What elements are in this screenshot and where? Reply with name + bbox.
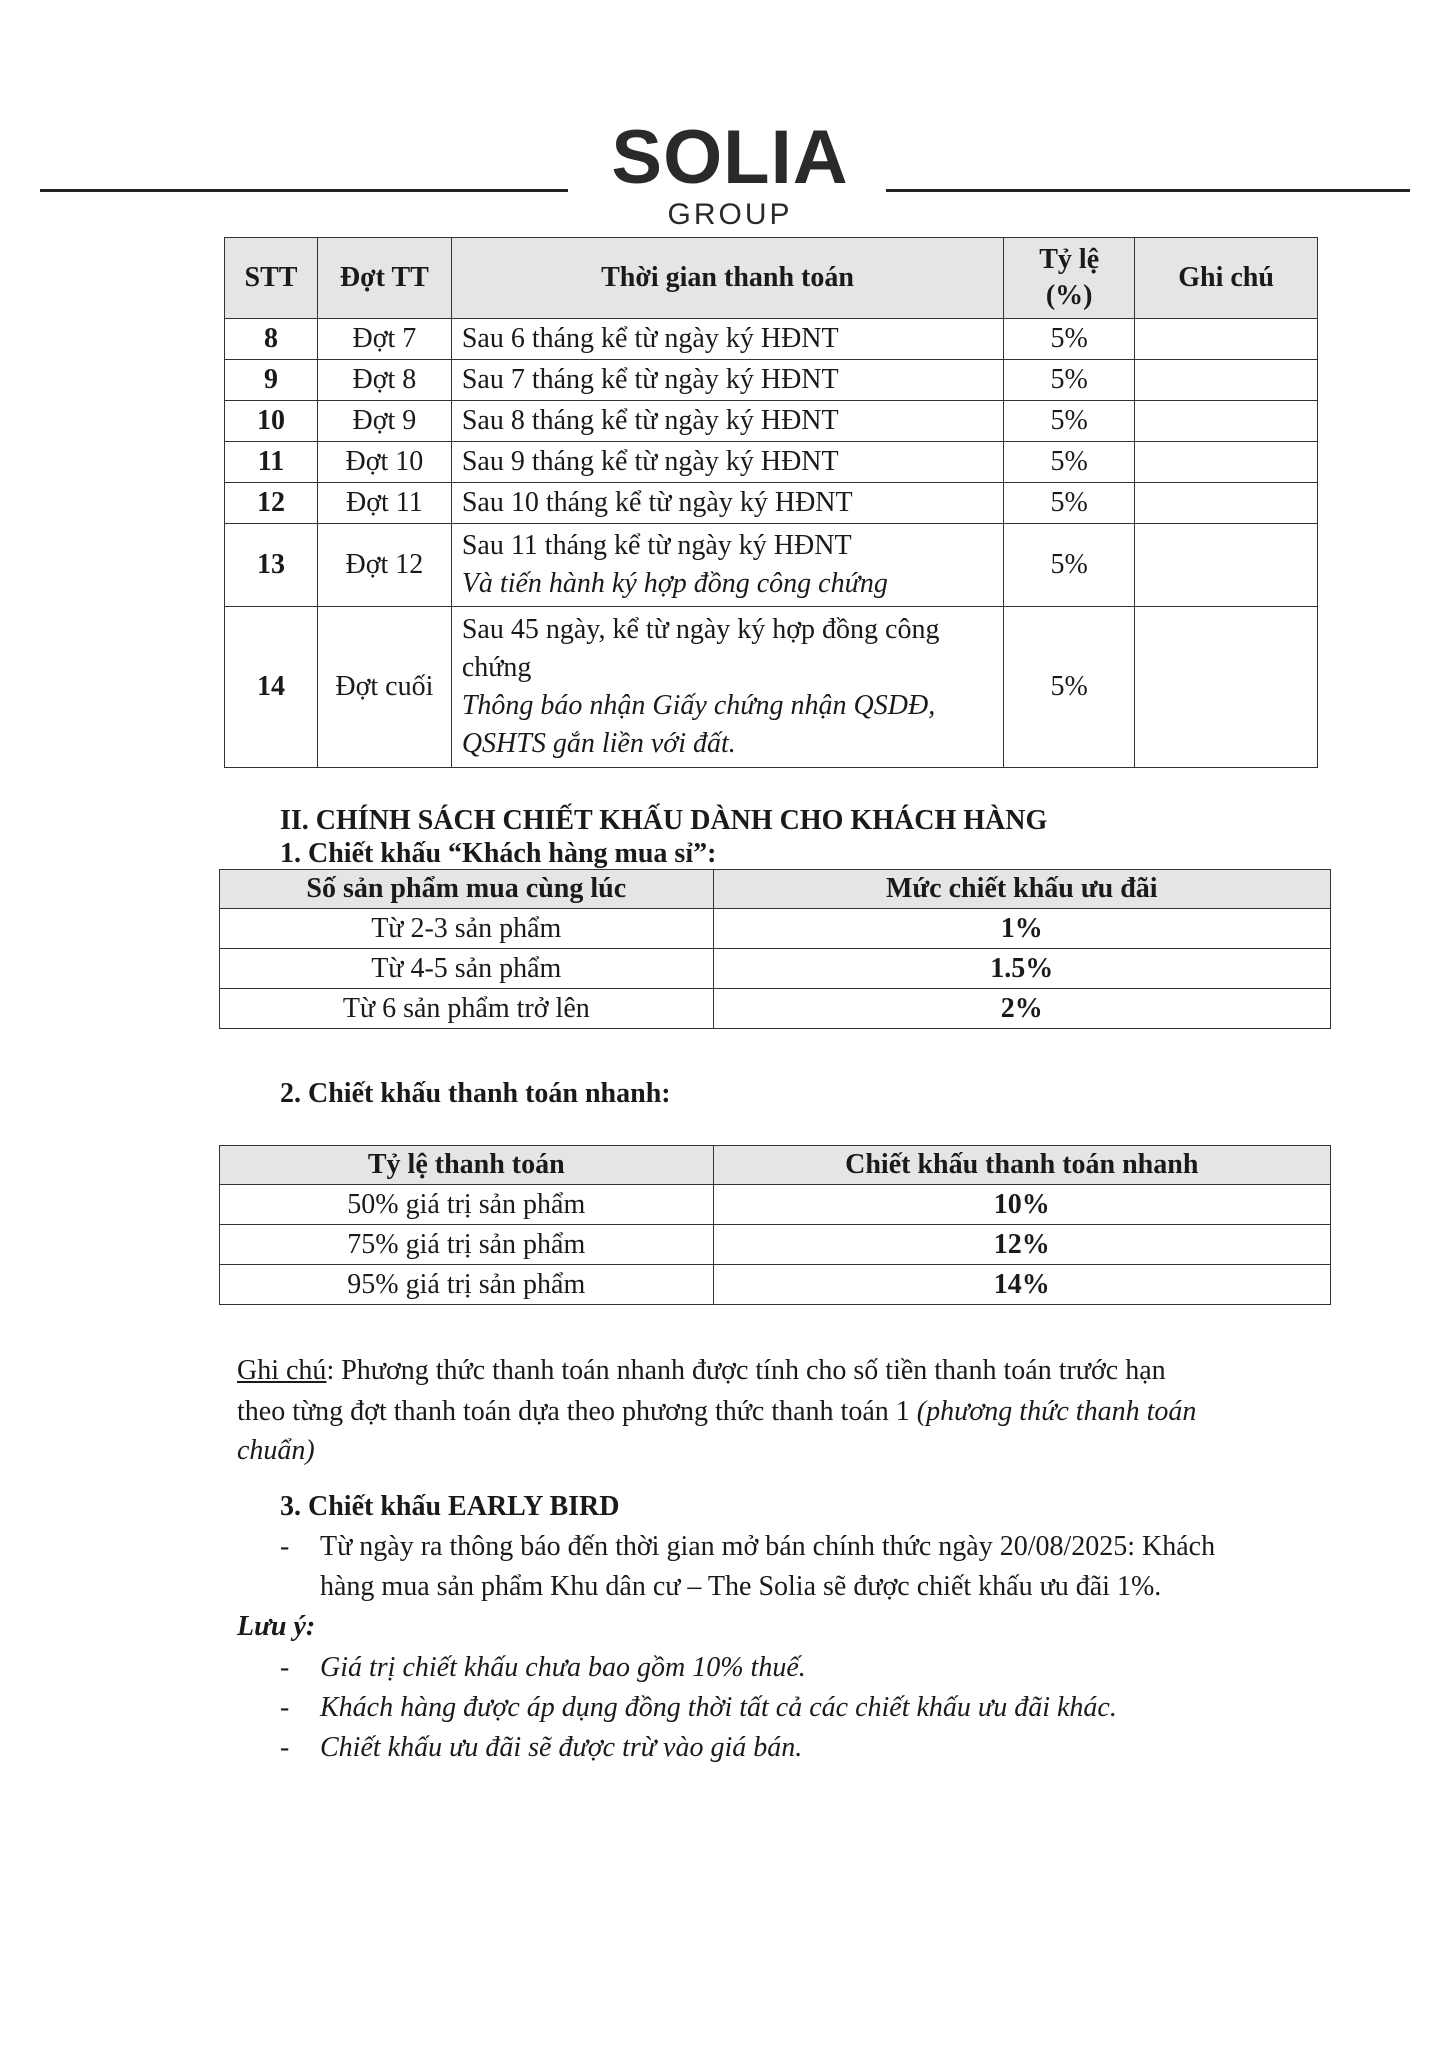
cell-stt: 14 <box>225 607 318 768</box>
cell-payment-rate: 95% giá trị sản phẩm <box>220 1265 714 1305</box>
cell-fast-discount: 14% <box>713 1265 1330 1305</box>
cell-dot: Đợt 8 <box>317 360 451 401</box>
cell-stt: 9 <box>225 360 318 401</box>
cell-time: Sau 8 tháng kể từ ngày ký HĐNT <box>451 401 1003 442</box>
table-row <box>220 1265 1331 1305</box>
cell-dot: Đợt 11 <box>317 483 451 524</box>
note-text-2: theo từng đợt thanh toán dựa theo phương thức thanh toán 1 <box>237 1396 917 1427</box>
table-header-row <box>220 870 1331 909</box>
table-row <box>220 989 1331 1029</box>
brand-logo: SOLIA <box>611 115 849 200</box>
cell-stt: 11 <box>225 442 318 483</box>
header-note: Ghi chú <box>1135 238 1318 319</box>
cell-fast-discount: 10% <box>713 1185 1330 1225</box>
cell-discount: 1% <box>713 909 1330 949</box>
table-row <box>220 1185 1331 1225</box>
cell-time-italic: Thông báo nhận Giấy chứng nhận QSDĐ, QSHTS gắn liền với đất. <box>461 690 936 759</box>
cell-rate: 5% <box>1004 442 1135 483</box>
early-bird-line-2: hàng mua sản phẩm Khu dân cư – The Solia sẽ được chiết khấu ưu đãi 1%. <box>320 1571 1162 1602</box>
note-item: Giá trị chiết khấu chưa bao gồm 10% thuế. <box>320 1652 806 1683</box>
payment-schedule-table <box>224 237 1318 768</box>
cell-dot: Đợt 12 <box>317 524 451 607</box>
cell-rate: 5% <box>1004 607 1135 768</box>
cell-discount: 1.5% <box>713 949 1330 989</box>
header-time: Thời gian thanh toán <box>451 238 1003 319</box>
table-row <box>220 909 1331 949</box>
note-text-2-italic: (phương thức thanh toán <box>916 1396 1197 1427</box>
cell-time-main: Sau 45 ngày, kể từ ngày ký hợp đồng công chứng <box>461 614 940 683</box>
cell-stt: 12 <box>225 483 318 524</box>
cell-rate: 5% <box>1004 360 1135 401</box>
table-row <box>225 442 1318 483</box>
table-row <box>225 319 1318 360</box>
table-row <box>220 949 1331 989</box>
table-row <box>225 360 1318 401</box>
cell-rate: 5% <box>1004 483 1135 524</box>
cell-time <box>451 607 1003 768</box>
cell-time: Sau 7 tháng kể từ ngày ký HĐNT <box>451 360 1003 401</box>
cell-quantity: Từ 4-5 sản phẩm <box>220 949 714 989</box>
note-item: Chiết khấu ưu đãi sẽ được trừ vào giá bán. <box>320 1732 803 1763</box>
cell-payment-rate: 75% giá trị sản phẩm <box>220 1225 714 1265</box>
header-quantity: Số sản phẩm mua cùng lúc <box>220 870 714 909</box>
cell-dot: Đợt cuối <box>317 607 451 768</box>
header-rule-left <box>40 189 568 192</box>
table-header-row <box>220 1146 1331 1185</box>
header-stt: STT <box>225 238 318 319</box>
header-payment-rate: Tỷ lệ thanh toán <box>220 1146 714 1185</box>
table-row <box>225 607 1318 768</box>
cell-note <box>1135 360 1318 401</box>
note-text: : Phương thức thanh toán nhanh được tính cho số tiền thanh toán trước hạn <box>326 1355 1166 1386</box>
cell-note <box>1135 442 1318 483</box>
dash-bullet: - <box>280 1531 290 1562</box>
header-discount: Mức chiết khấu ưu đãi <box>713 870 1330 909</box>
dash-bullet: - <box>280 1732 290 1763</box>
table-row <box>225 401 1318 442</box>
cell-rate: 5% <box>1004 319 1135 360</box>
cell-time: Sau 9 tháng kể từ ngày ký HĐNT <box>451 442 1003 483</box>
wholesale-discount-table <box>219 869 1331 1029</box>
header-rate-line2: (%) <box>1045 280 1093 311</box>
cell-note <box>1135 319 1318 360</box>
section-title: II. CHÍNH SÁCH CHIẾT KHẤU DÀNH CHO KHÁCH HÀNG <box>280 805 1048 836</box>
cell-rate: 5% <box>1004 524 1135 607</box>
cell-time: Sau 6 tháng kể từ ngày ký HĐNT <box>451 319 1003 360</box>
cell-discount: 2% <box>713 989 1330 1029</box>
cell-note <box>1135 524 1318 607</box>
cell-quantity: Từ 2-3 sản phẩm <box>220 909 714 949</box>
header-rate-line1: Tỷ lệ <box>1039 244 1100 275</box>
subsection-early-bird: 3. Chiết khấu EARLY BIRD <box>280 1491 620 1522</box>
cell-note <box>1135 483 1318 524</box>
subsection-wholesale: 1. Chiết khấu “Khách hàng mua sỉ”: <box>280 838 717 869</box>
cell-dot: Đợt 7 <box>317 319 451 360</box>
cell-stt: 10 <box>225 401 318 442</box>
cell-stt: 8 <box>225 319 318 360</box>
cell-fast-discount: 12% <box>713 1225 1330 1265</box>
cell-dot: Đợt 10 <box>317 442 451 483</box>
cell-payment-rate: 50% giá trị sản phẩm <box>220 1185 714 1225</box>
cell-quantity: Từ 6 sản phẩm trở lên <box>220 989 714 1029</box>
subsection-fast-payment: 2. Chiết khấu thanh toán nhanh: <box>280 1078 671 1109</box>
header-rate <box>1004 238 1135 319</box>
early-bird-line-1: Từ ngày ra thông báo đến thời gian mở bán chính thức ngày 20/08/2025: Khách <box>320 1531 1216 1562</box>
header-rule-right <box>886 189 1410 192</box>
cell-time-italic: Và tiến hành ký hợp đồng công chứng <box>461 568 888 599</box>
table-header-row <box>225 238 1318 319</box>
dash-bullet: - <box>280 1652 290 1683</box>
note-line-2 <box>237 1392 1196 1432</box>
note-item: Khách hàng được áp dụng đồng thời tất cả các chiết khấu ưu đãi khác. <box>320 1692 1117 1723</box>
table-row <box>225 524 1318 607</box>
note-line-1 <box>237 1351 1166 1391</box>
cell-note <box>1135 401 1318 442</box>
cell-rate: 5% <box>1004 401 1135 442</box>
dash-bullet: - <box>280 1692 290 1723</box>
cell-dot: Đợt 9 <box>317 401 451 442</box>
cell-stt: 13 <box>225 524 318 607</box>
header-dot: Đợt TT <box>317 238 451 319</box>
cell-time-main: Sau 11 tháng kể từ ngày ký HĐNT <box>461 530 852 561</box>
table-row <box>225 483 1318 524</box>
fast-payment-table <box>219 1145 1331 1305</box>
cell-time <box>451 524 1003 607</box>
luu-y-label: Lưu ý: <box>237 1611 316 1642</box>
table-row <box>220 1225 1331 1265</box>
note-line-3: chuẩn) <box>237 1435 315 1466</box>
header-fast-discount: Chiết khấu thanh toán nhanh <box>713 1146 1330 1185</box>
cell-time: Sau 10 tháng kể từ ngày ký HĐNT <box>451 483 1003 524</box>
note-label: Ghi chú <box>237 1355 327 1386</box>
cell-note <box>1135 607 1318 768</box>
brand-logo-sub: GROUP <box>667 198 793 231</box>
